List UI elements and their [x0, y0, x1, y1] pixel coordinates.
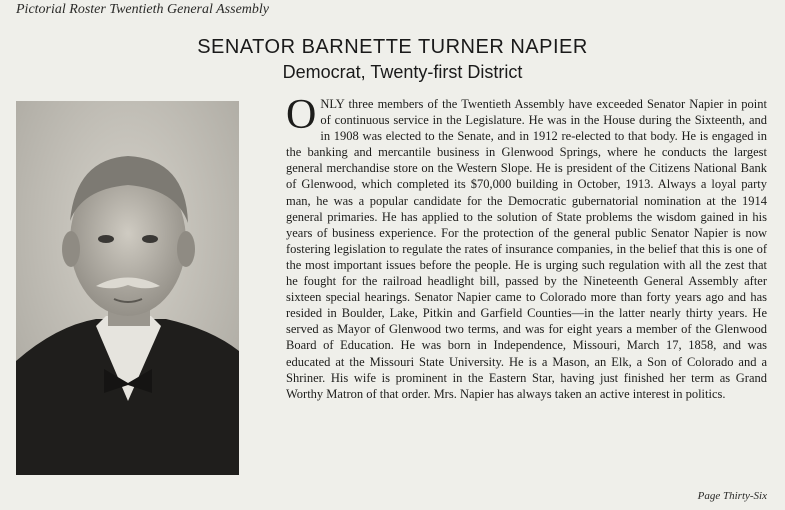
- page-number: Page Thirty-Six: [697, 490, 767, 502]
- article-body: [286, 92, 767, 402]
- portrait-photo: [16, 101, 239, 475]
- portrait-illustration: [16, 101, 239, 475]
- article-body-text: three members of the Twentieth Assembly have exceeded Senator Napier in point of continuous service in the Legislature. He was in the House during the Sixteenth, and in 1908 was elected to the Senate, and in 1912 re-elected to that body. He is engaged in the banking and mercantile business in Glenwood Springs, where he conducts the largest general merchandise store on the Western Slope. He is president of the Citizens National Bank of Glenwood, which completed its $70,000 building in October, 1913. Always a loyal party man, he was a popular candidate for the Democratic gubernatorial nomination at the 1914 general primaries. He has applied to the solution of State problems the wisdom gained in his years of business experience. For the protection of the general public Senator Napier is now fostering legislation to regulate the rates of insurance companies, in the belief that this is one of the most important issues before the people. He is urging such regulation with all the zest that he fought for the railroad headlight bill, passed by the Nineteenth General Assembly after sixteen special hearings. Senator Napier came to Colorado more than forty years ago and has resided in Boulder, Lake, Pitkin and Garfield Counties—in the latter nearly thirty years. He served as Mayor of Glenwood two terms, and was for eight years a member of the Glenwood Board of Education. He was born in Independence, Missouri, March 17, 1858, and was educated at the Missouri State University. He is a Mason, an Elk, a Son of Colorado and a Shriner. His wife is prominent in the Eastern Star, having just finished her term as Grand Worthy Matron of that order. Mrs. Napier has always taken an active interest in politics.: [286, 97, 767, 401]
- page-title: SENATOR BARNETTE TURNER NAPIER: [197, 36, 588, 58]
- first-word-small-caps: NLY: [320, 97, 345, 111]
- running-head: Pictorial Roster Twentieth General Assembly: [16, 2, 270, 17]
- page-subtitle: Democrat, Twenty-first District: [282, 62, 523, 82]
- drop-cap: O: [286, 92, 317, 138]
